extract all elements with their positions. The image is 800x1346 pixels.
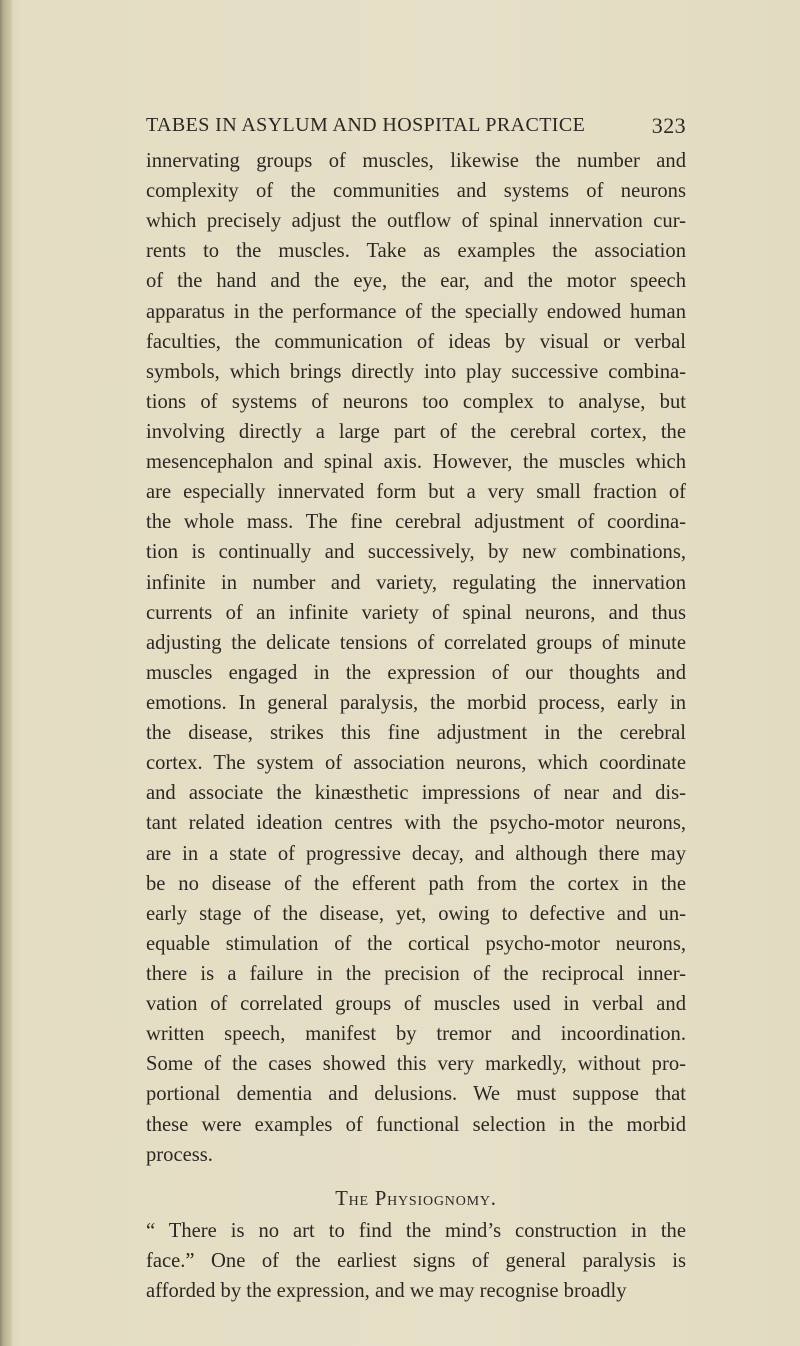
text-line: vation of correlated groups of muscles used in verbal and [146,993,686,1016]
text-line: involving directly a large part of the cerebral cortex, the [146,420,686,443]
text-line: adjusting the delicate tensions of correlated groups of minute [146,631,686,654]
text-line: “ There is no art to find the mind’s construction in the [146,1219,686,1242]
text-line: are especially innervated form but a very small fraction of [146,481,686,504]
text-line: early stage of the disease, yet, owing to defective and un- [146,902,686,925]
section-heading [146,1170,686,1214]
text-line: infinite in number and variety, regulating the innervation [146,571,686,594]
text-line: cortex. The system of association neurons, which coordinate [146,752,686,775]
section-heading-text: The Physiognomy. [335,1187,497,1210]
text-line: complexity of the communities and systems of neurons [146,180,686,203]
text-line: symbols, which brings directly into play successive combina- [146,360,686,383]
text-line: there is a failure in the precision of the reciprocal inner- [146,962,686,985]
text-line: the disease, strikes this fine adjustment in the cerebral [146,722,686,745]
text-line: tant related ideation centres with the psycho-motor neurons, [146,812,686,835]
text-line: these were examples of functional selection in the morbid [146,1113,686,1136]
text-line: which precisely adjust the outflow of spinal innervation cur- [146,210,686,233]
text-line: portional dementia and delusions. We must suppose that [146,1083,686,1106]
running-head [146,114,686,144]
text-line: muscles engaged in the expression of our thoughts and [146,661,686,684]
text-line: apparatus in the performance of the specially endowed human [146,300,686,323]
text-line: currents of an infinite variety of spinal neurons, and thus [146,601,686,624]
paragraph [146,1216,686,1306]
text-line: mesencephalon and spinal axis. However, the muscles which [146,451,686,474]
text-line: Some of the cases showed this very markedly, without pro- [146,1053,686,1076]
text-line: face.” One of the earliest signs of general paralysis is [146,1249,686,1272]
text-line: of the hand and the eye, the ear, and the motor speech [146,270,686,293]
text-line: and associate the kinæsthetic impressions of near and dis- [146,782,686,805]
text-line: the whole mass. The fine cerebral adjustment of coordina- [146,511,686,534]
page-number: 323 [651,113,686,138]
page-spine-shadow [0,0,12,1346]
text-line: tions of systems of neurons too complex to analyse, but [146,390,686,413]
text-line: be no disease of the efferent path from the cortex in the [146,872,686,895]
text-line: faculties, the communication of ideas by visual or verbal [146,330,686,353]
body-text [146,146,686,1306]
text-line: are in a state of progressive decay, and although there may [146,842,686,865]
text-line: tion is continually and successively, by new combinations, [146,541,686,564]
running-head-title: TABES IN ASYLUM AND HOSPITAL PRACTICE [146,114,586,136]
text-line: emotions. In general paralysis, the morbid process, early in [146,691,686,714]
paragraph [146,146,686,1170]
text-line: process. [146,1143,213,1166]
text-line: rents to the muscles. Take as examples the association [146,240,686,263]
text-line: written speech, manifest by tremor and incoordination. [146,1023,686,1046]
text-line: equable stimulation of the cortical psycho-motor neurons, [146,932,686,955]
text-line: afforded by the expression, and we may recognise broadly [146,1280,627,1303]
text-line: innervating groups of muscles, likewise the number and [146,150,686,172]
